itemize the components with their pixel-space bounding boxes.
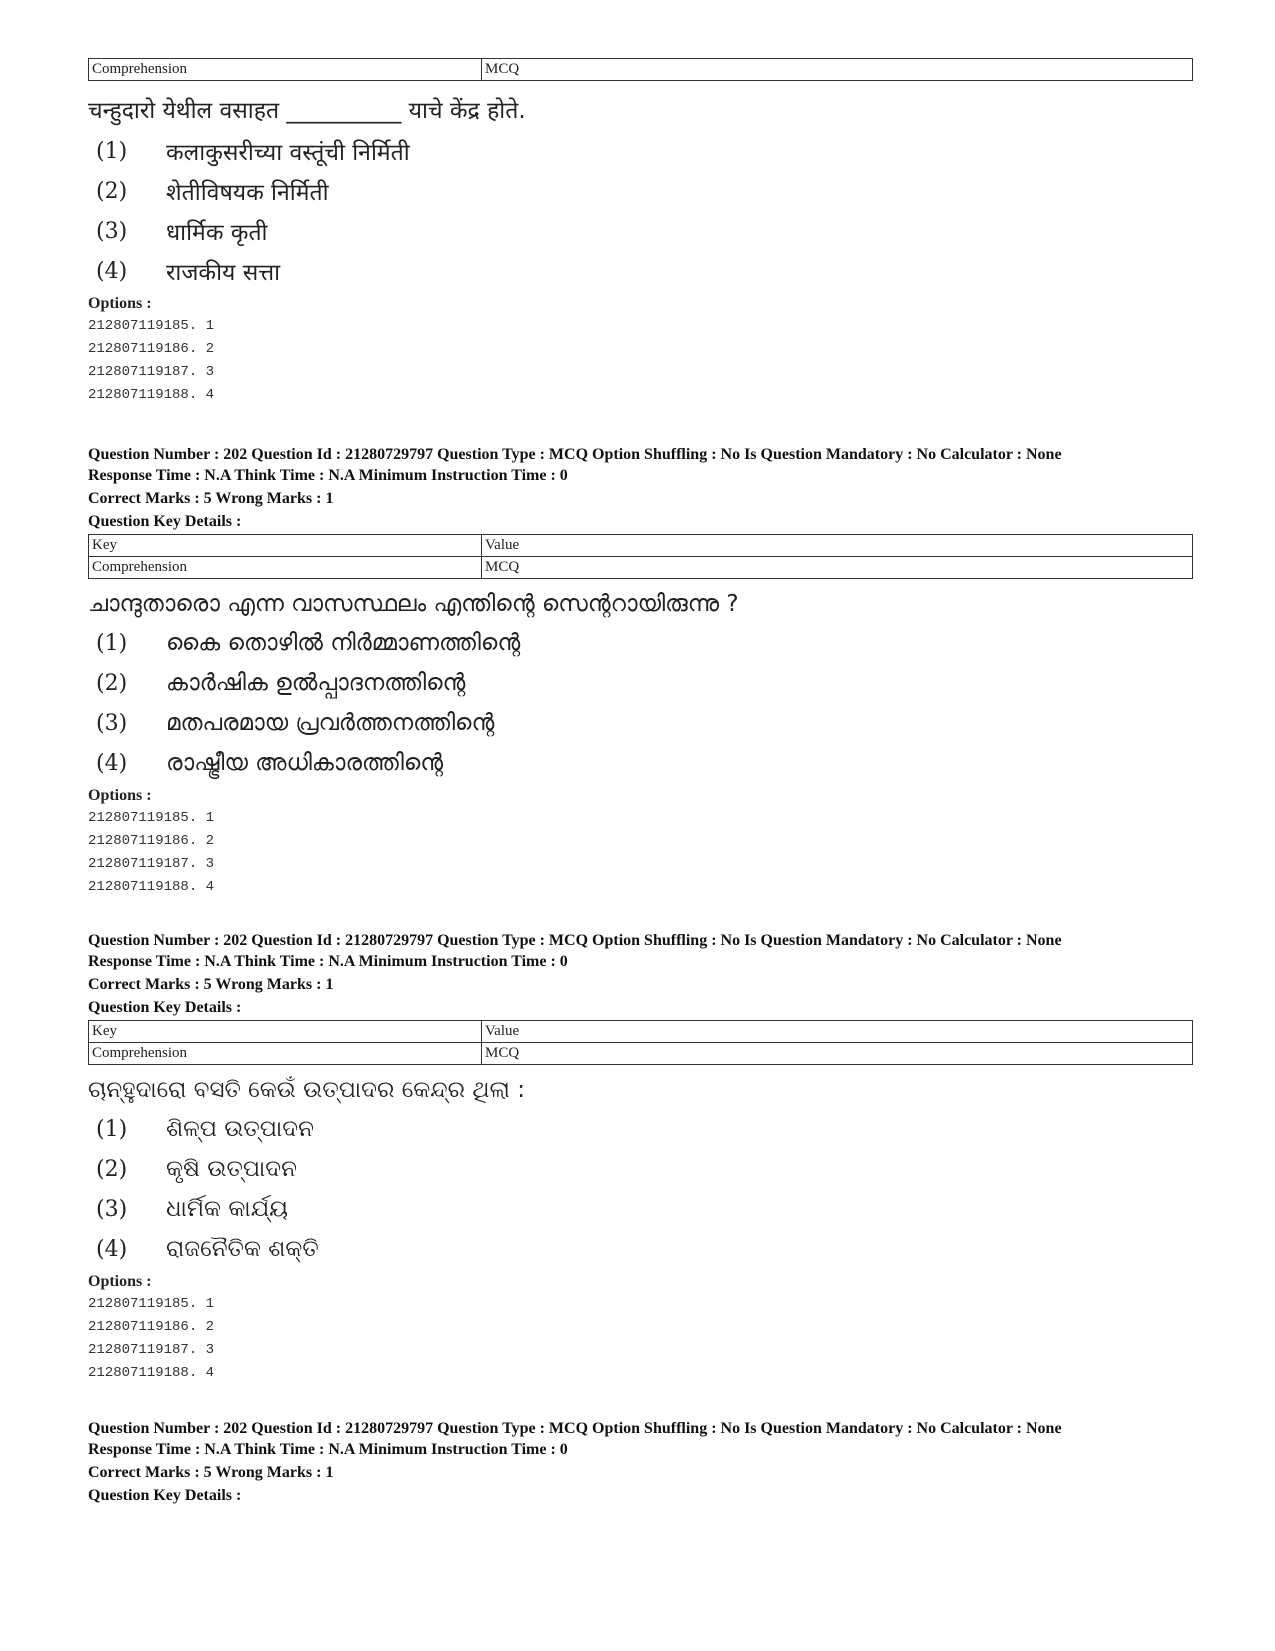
question-block-3 (88, 1418, 1193, 1506)
table-row (89, 1043, 1193, 1065)
question-meta-line: Question Number : 202 Question Id : 21280729797 Question Type : MCQ Option Shuffling : No Is Question Mandatory : No Calculator : None (88, 446, 1062, 463)
option-number: (2) (96, 1156, 128, 1182)
option-id: 212807119186. 2 (88, 1319, 215, 1335)
question-text: चन्हुदारो येथील वसाहत __________ याचे केंद्र होते. (88, 98, 526, 124)
question-meta-line: Question Number : 202 Question Id : 21280729797 Question Type : MCQ Option Shuffling : No Is Question Mandatory : No Calculator : None (88, 932, 1062, 949)
option-id: 212807119186. 2 (88, 341, 215, 357)
table-cell-value: MCQ (482, 557, 1193, 579)
table-row (89, 59, 1193, 81)
option-item (88, 211, 1193, 251)
option-item (88, 623, 1193, 663)
options-label: Options : (88, 787, 152, 804)
option-text: കൈ തൊഴിൽ നിർമ്മാണത്തിന്റെ (166, 630, 521, 656)
option-list (88, 1109, 1193, 1269)
option-item (88, 131, 1193, 171)
question-block-0 (88, 58, 1193, 407)
option-item (88, 1189, 1193, 1229)
marks-line: Correct Marks : 5 Wrong Marks : 1 (88, 490, 334, 507)
option-id: 212807119188. 4 (88, 879, 215, 895)
question-meta-line: Response Time : N.A Think Time : N.A Minimum Instruction Time : 0 (88, 467, 568, 484)
option-text: राजकीय सत्ता (166, 260, 281, 286)
option-item (88, 743, 1193, 783)
option-text: शेतीविषयक निर्मिती (166, 180, 329, 206)
key-value-table (88, 58, 1193, 81)
option-text: ଶିଳ୍ପ ଉତ୍ପାଦନ (166, 1116, 314, 1142)
option-text: മതപരമായ പ്രവർത്തനത്തിന്റെ (166, 710, 495, 736)
option-number: (4) (96, 258, 128, 284)
table-header-row (89, 1021, 1193, 1043)
option-number: (4) (96, 1236, 128, 1262)
question-block-2 (88, 930, 1193, 1385)
option-id: 212807119187. 3 (88, 856, 215, 872)
option-number: (2) (96, 670, 128, 696)
question-block-1 (88, 444, 1193, 899)
table-header-value: Value (482, 1021, 1193, 1043)
option-text: കാർഷിക ഉൽപ്പാദനത്തിന്റെ (166, 670, 466, 696)
option-list (88, 131, 1193, 291)
table-cell-key: Comprehension (89, 557, 482, 579)
options-label: Options : (88, 295, 152, 312)
option-item (88, 171, 1193, 211)
key-details-label: Question Key Details : (88, 513, 242, 530)
option-item (88, 703, 1193, 743)
question-meta-line: Response Time : N.A Think Time : N.A Minimum Instruction Time : 0 (88, 1441, 568, 1458)
key-value-table (88, 534, 1193, 579)
option-id: 212807119187. 3 (88, 364, 215, 380)
option-number: (1) (96, 1116, 128, 1142)
option-number: (2) (96, 178, 128, 204)
option-id: 212807119185. 1 (88, 1296, 215, 1312)
key-details-label: Question Key Details : (88, 999, 242, 1016)
option-id: 212807119185. 1 (88, 318, 215, 334)
table-header-key: Key (89, 535, 482, 557)
option-number: (3) (96, 1196, 128, 1222)
option-list (88, 623, 1193, 783)
option-id: 212807119187. 3 (88, 1342, 215, 1358)
question-text: ଚାନ୍ହୁଦାରୋ ବସତି କେଉଁ ଉତ୍ପାଦର କେନ୍ଦ୍ର ଥିଲା : (88, 1077, 526, 1103)
marks-line: Correct Marks : 5 Wrong Marks : 1 (88, 976, 334, 993)
option-id: 212807119188. 4 (88, 387, 215, 403)
key-details-label: Question Key Details : (88, 1487, 242, 1504)
option-id: 212807119185. 1 (88, 810, 215, 826)
table-cell-key: Comprehension (89, 59, 482, 81)
option-text: രാഷ്ട്രീയ അധികാരത്തിന്റെ (166, 750, 444, 776)
option-item (88, 251, 1193, 291)
option-number: (3) (96, 218, 128, 244)
marks-line: Correct Marks : 5 Wrong Marks : 1 (88, 1464, 334, 1481)
option-id: 212807119186. 2 (88, 833, 215, 849)
option-id: 212807119188. 4 (88, 1365, 215, 1381)
table-cell-key: Comprehension (89, 1043, 482, 1065)
option-number: (1) (96, 630, 128, 656)
table-cell-value: MCQ (482, 59, 1193, 81)
option-number: (3) (96, 710, 128, 736)
options-label: Options : (88, 1273, 152, 1290)
question-meta-line: Response Time : N.A Think Time : N.A Minimum Instruction Time : 0 (88, 953, 568, 970)
table-header-row (89, 535, 1193, 557)
option-text: ରାଜନୈତିକ ଶକ୍ତି (166, 1236, 319, 1262)
option-item (88, 1229, 1193, 1269)
option-number: (1) (96, 138, 128, 164)
option-text: कलाकुसरीच्या वस्तूंची निर्मिती (166, 140, 410, 166)
key-value-table (88, 1020, 1193, 1065)
option-text: धार्मिक कृती (166, 220, 268, 246)
question-text: ചാന്ദുതാരൊ എന്ന വാസസ്ഥലം എന്തിന്റെ സെന്ററായിരുന്നു ? (88, 591, 739, 617)
table-row (89, 557, 1193, 579)
option-text: କୃଷି ଉତ୍ପାଦନ (166, 1156, 297, 1182)
option-item (88, 1109, 1193, 1149)
table-header-key: Key (89, 1021, 482, 1043)
option-item (88, 663, 1193, 703)
question-meta-line: Question Number : 202 Question Id : 21280729797 Question Type : MCQ Option Shuffling : No Is Question Mandatory : No Calculator : None (88, 1420, 1062, 1437)
option-item (88, 1149, 1193, 1189)
table-cell-value: MCQ (482, 1043, 1193, 1065)
option-text: ଧାର୍ମିକ କାର୍ଯ୍ୟ (166, 1196, 289, 1222)
table-header-value: Value (482, 535, 1193, 557)
option-number: (4) (96, 750, 128, 776)
